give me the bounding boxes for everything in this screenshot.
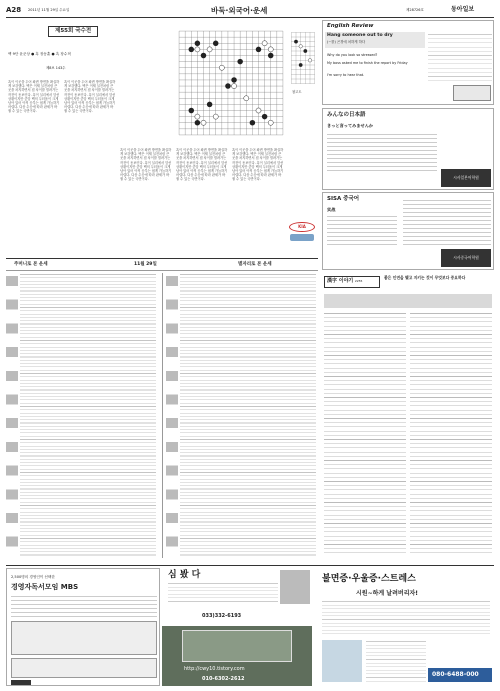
- insomnia-product: [366, 640, 426, 682]
- insomnia-text: [322, 600, 490, 636]
- baduk-players: 백 9단 윤준상 ● 흑 장동훈 ● 흑 장수혁: [8, 52, 71, 56]
- hanja-title-box: [324, 276, 380, 288]
- ads-top-rule: [6, 565, 494, 566]
- english-headline: Hang someone out to dry: [327, 33, 393, 38]
- fortune-right-text: [180, 273, 316, 558]
- baduk-commentary-col3: 흑이 이곳을 두어 좌변 방면을 확실하게 보강했다. 백은 이제 실전처럼 큰 곳을 차지하면서 집 차이를 벌려가는 작전이 돋보인다. 흑이 실리에서 앞선 상황이지만 중앙 백의 두터움이 크게 남아 있어 아직 승부는 쉽게 가늠하기 어렵다. 다음 수순에 따라 판세가 바뀔 수 있는 국면이다.: [120, 148, 172, 182]
- house-ad: [162, 626, 312, 686]
- mbs-text: [11, 595, 157, 617]
- baduk-title: 제55회 국수전: [48, 26, 98, 37]
- japanese-title: みんなの日本語: [327, 112, 366, 118]
- freecall-box: [428, 668, 492, 682]
- baduk-commentary-col2: 흑이 이곳을 두어 좌변 방면을 확실하게 보강했다. 백은 이제 실전처럼 큰 곳을 차지하면서 집 차이를 벌려가는 작전이 돋보인다. 흑이 실리에서 앞선 상황이지만 중앙 백의 두터움이 크게 남아 있어 아직 승부는 쉽게 가늠하기 어렵다. 다음 수순에 따라 판세가 바뀔 수 있는 국면이다.: [64, 80, 116, 114]
- japanese-body: [327, 133, 437, 173]
- japanese-section: [322, 108, 494, 190]
- ginseng-phone-block: [162, 610, 312, 624]
- fortune-left-list: [6, 273, 158, 558]
- chinese-logo-box: [441, 249, 491, 267]
- baduk-commentary-col4: 흑이 이곳을 두어 좌변 방면을 확실하게 보강했다. 백은 이제 실전처럼 큰 곳을 차지하면서 집 차이를 벌려가는 작전이 돋보인다. 흑이 실리에서 앞선 상황이지만 중앙 백의 두터움이 크게 남아 있어 아직 승부는 쉽게 가늠하기 어렵다. 다음 수순에 따라 판세가 바뀔 수 있는 국면이다.: [176, 148, 228, 182]
- fortune-right-title: 별자리로 본 운세: [238, 262, 272, 267]
- english-q3: I'm sorry to hear that.: [327, 73, 365, 77]
- mbs-ad: [6, 568, 160, 686]
- mbs-program-box: [11, 621, 157, 655]
- insomnia-photo: [322, 640, 362, 682]
- baduk-section: [6, 20, 318, 255]
- ginseng-ad: [162, 568, 312, 608]
- fortune-left-icons: [6, 273, 18, 558]
- english-subtitle: (~를) 곤경에 처하게 하다: [327, 39, 366, 44]
- page-header: [6, 4, 494, 18]
- page-number: A28: [6, 6, 22, 14]
- hanja-intro: [324, 294, 492, 308]
- baduk-main-board: [176, 28, 286, 138]
- kia-text: KIA: [289, 222, 315, 232]
- chinese-logo: 시사중국어학원: [453, 255, 479, 260]
- fortune-left-text: [20, 273, 156, 558]
- house-url: http://cwy10.tistory.com: [184, 666, 245, 672]
- japanese-logo-box: [441, 169, 491, 187]
- ginseng-title: 심 봤 다: [168, 570, 201, 580]
- japanese-subtitle: きっと言ってみませんか: [327, 123, 374, 128]
- english-header-bar: [325, 32, 425, 48]
- baduk-reference-board: [289, 28, 317, 88]
- fortune-right-list: [166, 273, 318, 558]
- baduk-reference-label: 참고도: [292, 90, 302, 94]
- baduk-result: 제8보 143수: [46, 66, 66, 70]
- chinese-title: SISA 중국어: [327, 196, 360, 202]
- page-date: 2011년 11월 29일 수요일: [28, 8, 70, 12]
- chinese-body: [327, 215, 397, 245]
- insomnia-title: 불면증·우울증·스트레스: [322, 574, 416, 584]
- fortune-date-title: 11월 29일: [134, 262, 157, 267]
- baduk-commentary-col5: 흑이 이곳을 두어 좌변 방면을 확실하게 보강했다. 백은 이제 실전처럼 큰 곳을 차지하면서 집 차이를 벌려가는 작전이 돋보인다. 흑이 실리에서 앞선 상황이지만 중앙 백의 두터움이 크게 남아 있어 아직 승부는 쉽게 가늠하기 어렵다. 다음 수순에 따라 판세가 바뀔 수 있는 국면이다.: [232, 148, 284, 182]
- hanja-title: 漢字 이야기: [327, 278, 354, 284]
- baduk-commentary-col1: 흑이 이곳을 두어 좌변 방면을 확실하게 보강했다. 백은 이제 실전처럼 큰 곳을 차지하면서 집 차이를 벌려가는 작전이 돋보인다. 흑이 실리에서 앞선 상황이지만 중앙 백의 두터움이 크게 남아 있어 아직 승부는 쉽게 가늠하기 어렵다. 다음 수순에 따라 판세가 바뀔 수 있는 국면이다.: [8, 80, 60, 114]
- ginseng-phone: 033)332-6193: [202, 613, 242, 619]
- chinese-body-right: [403, 199, 491, 245]
- hanja-headline: 좋은 인연을 맺고 지키는 것이 무엇보다 중요하다: [384, 275, 466, 280]
- insomnia-ad: [316, 568, 494, 686]
- insomnia-subtitle: 시원~하게 날려버리자!: [356, 590, 419, 597]
- english-academy-logo: [453, 85, 491, 101]
- english-notes: [428, 33, 492, 83]
- issue-number: 제28726호: [406, 8, 424, 12]
- mbs-schedule-box: [11, 658, 157, 678]
- mbs-subtitle: 2,500명의 경영인이 선택한: [11, 575, 55, 579]
- japanese-logo: 시사일본어학원: [453, 175, 479, 180]
- kia-logo: [288, 220, 316, 246]
- k5-badge-icon: [290, 234, 314, 241]
- house-phone: 010-6302-2612: [202, 676, 245, 682]
- chinese-subtitle: 实战: [327, 207, 336, 212]
- hanja-section: [322, 272, 494, 562]
- ginseng-text: [168, 582, 278, 604]
- hanja-number: 2255: [354, 279, 363, 283]
- paper-logo: 동아일보: [451, 6, 475, 13]
- english-review-section: [322, 20, 494, 105]
- fortune-right-icons: [166, 273, 178, 558]
- section-title: 바둑·외국어·운세: [211, 6, 268, 15]
- english-q1: Why do you look so stressed?: [327, 53, 378, 57]
- ginseng-photo: [280, 570, 310, 604]
- hanja-body-col1: [324, 312, 406, 557]
- fortune-left-title: 주머니로 본 운세: [14, 262, 48, 267]
- chinese-section: [322, 192, 494, 270]
- mbs-title: 경영자독서모임 MBS: [11, 583, 79, 591]
- fortune-section: [6, 258, 318, 563]
- hanja-body-col2: [410, 312, 492, 557]
- fortune-title-rule: [6, 270, 318, 271]
- english-q2: My boss asked me to finish the report by Friday: [327, 61, 408, 65]
- mbs-logo: [11, 680, 31, 685]
- fortune-column-divider: [162, 273, 163, 558]
- english-title: English Review: [327, 23, 374, 29]
- freecall-number: 080-6488-000: [432, 671, 479, 678]
- house-photo: [182, 630, 292, 662]
